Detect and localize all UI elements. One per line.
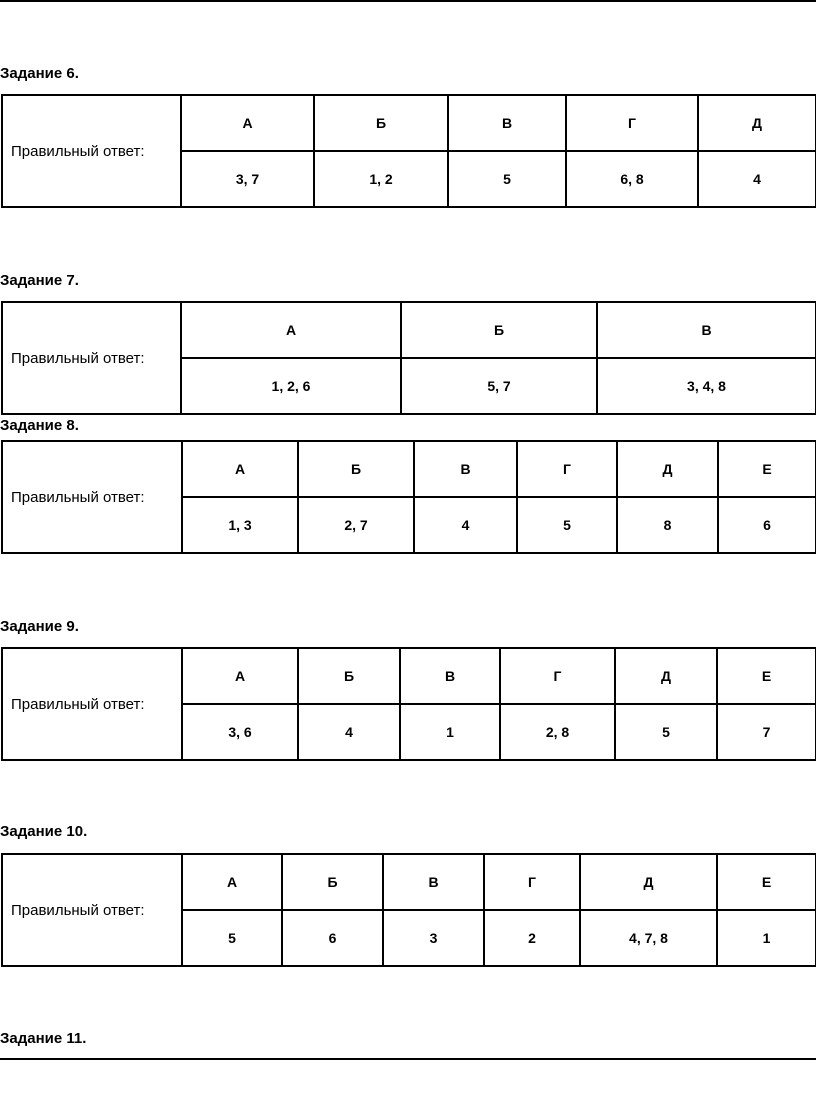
answer-cell: 4 bbox=[698, 151, 816, 207]
answer-cell: 3, 7 bbox=[181, 151, 314, 207]
answer-cell: 5, 7 bbox=[401, 358, 597, 414]
task-11-title: Задание 11. bbox=[0, 1030, 87, 1047]
table-row bbox=[2, 648, 816, 704]
table-row bbox=[2, 441, 816, 497]
header-cell: А bbox=[182, 648, 298, 704]
answer-cell: 3 bbox=[383, 910, 484, 966]
answer-cell: 8 bbox=[617, 497, 718, 553]
task-6-answer-table bbox=[1, 94, 816, 208]
answer-cell: 1, 2, 6 bbox=[181, 358, 401, 414]
answer-label: Правильный ответ: bbox=[2, 441, 182, 553]
header-cell: Д bbox=[580, 854, 717, 910]
header-cell: Б bbox=[314, 95, 448, 151]
task-7-title: Задание 7. bbox=[0, 272, 79, 289]
header-cell: А bbox=[181, 95, 314, 151]
answer-cell: 5 bbox=[448, 151, 566, 207]
table-row bbox=[2, 302, 816, 358]
task-7-answer-table bbox=[1, 301, 816, 415]
table-row bbox=[2, 854, 816, 910]
header-cell: Г bbox=[484, 854, 580, 910]
answer-label: Правильный ответ: bbox=[2, 854, 182, 966]
answer-cell: 5 bbox=[615, 704, 717, 760]
header-cell: Д bbox=[617, 441, 718, 497]
task-10-title: Задание 10. bbox=[0, 823, 88, 840]
answer-cell: 5 bbox=[517, 497, 617, 553]
task-9-answer-table bbox=[1, 647, 816, 761]
bottom-rule bbox=[0, 1058, 816, 1060]
answer-cell: 3, 6 bbox=[182, 704, 298, 760]
header-cell: Б bbox=[298, 648, 400, 704]
header-cell: В bbox=[400, 648, 500, 704]
header-cell: Г bbox=[517, 441, 617, 497]
header-cell: Б bbox=[401, 302, 597, 358]
answer-cell: 1, 3 bbox=[182, 497, 298, 553]
answer-label: Правильный ответ: bbox=[2, 648, 182, 760]
answer-cell: 6 bbox=[282, 910, 383, 966]
header-cell: В bbox=[448, 95, 566, 151]
header-cell: Г bbox=[500, 648, 615, 704]
answer-cell: 2 bbox=[484, 910, 580, 966]
header-cell: Е bbox=[717, 648, 816, 704]
task-10-answer-table bbox=[1, 853, 816, 967]
header-cell: Б bbox=[298, 441, 414, 497]
answer-cell: 4 bbox=[414, 497, 517, 553]
header-cell: В bbox=[597, 302, 816, 358]
task-6-title: Задание 6. bbox=[0, 65, 79, 82]
answer-cell: 3, 4, 8 bbox=[597, 358, 816, 414]
header-cell: Г bbox=[566, 95, 698, 151]
header-cell: А bbox=[182, 854, 282, 910]
task-9-title: Задание 9. bbox=[0, 618, 79, 635]
header-cell: Е bbox=[717, 854, 816, 910]
answer-cell: 7 bbox=[717, 704, 816, 760]
answer-cell: 4, 7, 8 bbox=[580, 910, 717, 966]
task-8-answer-table bbox=[1, 440, 816, 554]
header-cell: Е bbox=[718, 441, 816, 497]
answer-cell: 5 bbox=[182, 910, 282, 966]
answer-cell: 2, 7 bbox=[298, 497, 414, 553]
header-cell: Д bbox=[615, 648, 717, 704]
header-cell: Б bbox=[282, 854, 383, 910]
task-8-title: Задание 8. bbox=[0, 417, 79, 434]
answer-cell: 6, 8 bbox=[566, 151, 698, 207]
answer-label: Правильный ответ: bbox=[2, 95, 181, 207]
answer-cell: 4 bbox=[298, 704, 400, 760]
answer-cell: 6 bbox=[718, 497, 816, 553]
answer-cell: 2, 8 bbox=[500, 704, 615, 760]
answer-cell: 1 bbox=[717, 910, 816, 966]
top-rule bbox=[0, 0, 816, 2]
header-cell: В bbox=[414, 441, 517, 497]
header-cell: А bbox=[182, 441, 298, 497]
table-row bbox=[2, 95, 816, 151]
answer-cell: 1 bbox=[400, 704, 500, 760]
answer-label: Правильный ответ: bbox=[2, 302, 181, 414]
header-cell: А bbox=[181, 302, 401, 358]
header-cell: Д bbox=[698, 95, 816, 151]
answer-cell: 1, 2 bbox=[314, 151, 448, 207]
header-cell: В bbox=[383, 854, 484, 910]
